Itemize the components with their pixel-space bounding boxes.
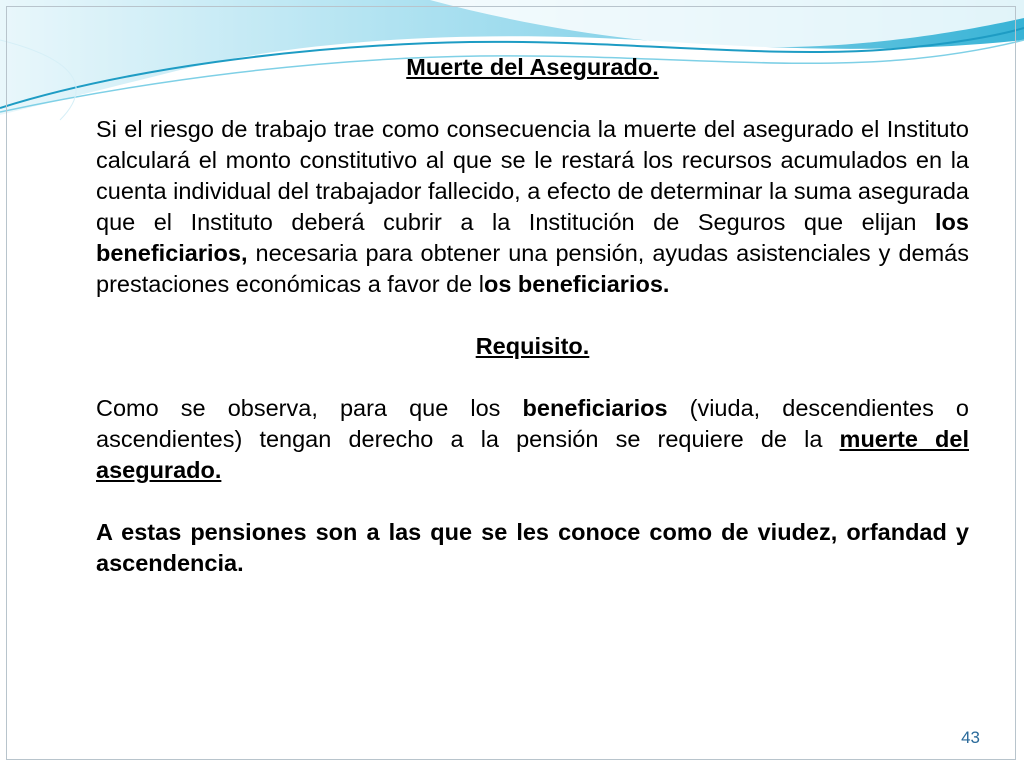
page-number: 43 — [961, 728, 980, 747]
paragraph-1 — [96, 114, 969, 300]
paragraph-1-bold-a: los beneficiarios, — [96, 209, 969, 266]
paragraph-2-text-b: (viuda, descendientes o ascendientes) tengan derecho a la pensión se requiere de la — [96, 395, 969, 452]
paragraph-2-bold-underline: muerte del asegurado. — [96, 426, 969, 483]
paragraph-2-text-a: Como se observa, para que los — [96, 395, 523, 421]
paragraph-3: A estas pensiones son a las que se les conoce como de viudez, orfandad y ascendencia. — [96, 519, 969, 576]
paragraph-2 — [96, 393, 969, 486]
paragraph-2-bold-a: beneficiarios — [522, 395, 668, 421]
slide-title: Muerte del Asegurado. — [406, 54, 659, 80]
paragraph-1-text-b: necesaria para obtener una pensión, ayudas asistenciales y demás prestaciones económicas a favor de l — [96, 240, 969, 297]
subtitle-requisito: Requisito. — [475, 333, 590, 359]
slide-content — [96, 52, 969, 579]
paragraph-1-text-a: Si el riesgo de trabajo trae como consecuencia la muerte del asegurado el Instituto calculará el monto constitutivo al que se le restará los recursos acumulados en la cuenta individual del trabajador fallecido, a efecto de determinar la suma asegurada que el Instituto deberá cubrir a la Institución de Seguros que elijan — [96, 116, 969, 235]
paragraph-1-bold-b: os beneficiarios. — [483, 271, 670, 297]
